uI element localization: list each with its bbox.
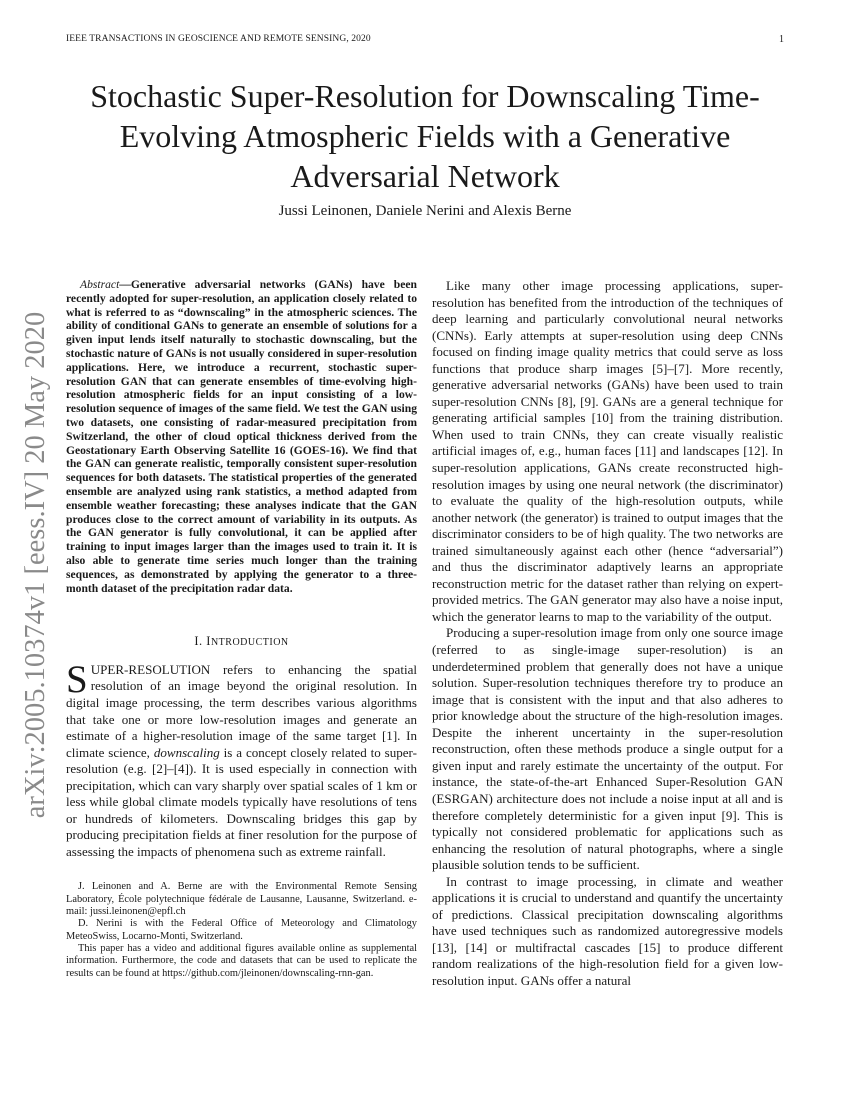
running-header: IEEE TRANSACTIONS IN GEOSCIENCE AND REMOTE SENSING, 2020 [66, 34, 371, 44]
drop-cap: S [66, 657, 88, 701]
section-name-initial: I [206, 634, 211, 649]
intro-emphasis: downscaling [153, 744, 220, 760]
section-name-rest: NTRODUCTION [210, 637, 289, 649]
intro-text-b: is a concept closely related to super-resolution (e.g. [2]–[4]). It is used especially in connection with precipitation, which can vary sharply over spatial scales of 1 km or less while global climate models typically have resolutions of tens or hundreds of kilometers. Downscaling bridges this gap by producing precipitation fields at finer resolution for the purpose of assessing the impacts of phenomena such as extreme rainfall. [66, 744, 417, 859]
paper-title: Stochastic Super-Resolution for Downscaling Time-Evolving Atmospheric Fields with a Generative Adversarial Network [90, 78, 760, 194]
intro-text-a: refers to enhancing the spatial resolution of an image beyond the original resolution. In digital image processing, the term describes various algorithms that take one or more low-resolution images and generate an estimate of a higher-resolution image of the same target [1]. In climate science, [66, 661, 417, 760]
arxiv-identifier: arXiv:2005.10374v1 [eess.IV] 20 May 2020 [20, 311, 51, 819]
author-list: Jussi Leinonen, Daniele Nerini and Alexis Berne [278, 203, 572, 219]
abstract-label: Abstract [80, 278, 120, 291]
body-paragraph: In contrast to image processing, in climate and weather applications it is crucial to understand and quantify the uncertainty of predictions. Classical precipitation downscaling algorithms have used techniques such as randomized autoregressive models [13], [14] or multifractal cascades [15] to produce different random realizations of the high-resolution field for a given low-resolution input. GANs offer a natural [432, 873, 783, 988]
intro-lead: UPER-RESOLUTION [90, 661, 211, 677]
body-paragraph: Producing a super-resolution image from only one source image (referred to as single-image super-resolution) is an underdetermined problem that generally does not have a unique solution. Super-resolution techniques therefore try to produce an image that is consistent with the input and that also adheres to prior knowledge about the structure of the high-resolution images. Despite the inherent uncertainty in the super-resolution reconstruction, often these methods produce a single output for a given input and rarely estimate the uncertainty of the output. For instance, the state-of-the-art Enhanced Super-Resolution GAN (ESRGAN) architecture does not include a noise input at all and is therefore completely deterministic for a given input [9]. This is typically not considered problematic for applications such as enhancing the resolution of natural photographs, where a single plausible solution tends to be sufficient. [432, 625, 783, 873]
footnote: D. Nerini is with the Federal Office of Meteorology and Climatology MeteoSwiss, Locarno-Monti, Switzerland. [66, 918, 417, 942]
section-number: I. [194, 634, 203, 649]
right-column [432, 278, 783, 990]
left-column [66, 278, 417, 980]
intro-paragraph [66, 657, 417, 861]
section-heading [66, 633, 417, 652]
arxiv-stamp [10, 282, 62, 848]
body-paragraph: Like many other image processing applications, super-resolution has benefited from the introduction of the techniques of deep learning and particularly convolutional neural networks (CNNs). Early attempts at super-resolution using deep CNNs focused on finding image quality metrics that could serve as loss functions that produce sharp images [5]–[7]. More recently, generative adversarial networks (GANs) have been used to train super-resolution CNNs [8], [9]. GANs are a general technique for generating artificial samples [10] from the training distribution. When used to train CNNs, they can create visually realistic artificial images of, e.g., human faces [11] and landscapes [12]. In super-resolution applications, GANs create reconstructed high-resolution images by using one neural network (the discriminator) to evaluate the quality of the high-resolution outputs, while another network (the generator) is trained to output images that the discriminator considers to be of high quality. The two networks are trained simultaneously against each other (hence “adversarial”) and thus the discriminator adaptively learns an appropriate reconstruction metric for the dataset rather than relying on expert-provided metrics. The GAN generator may also have a noise input, which the generator learns to map to the variability of the output. [432, 278, 783, 624]
footnote: J. Leinonen and A. Berne are with the Environmental Remote Sensing Laboratory, École polytechnique fédérale de Lausanne, Lausanne, Switzerland. e-mail: jussi.leinonen@epfl.ch [66, 881, 417, 918]
footnote: This paper has a video and additional figures available online as supplemental information. Furthermore, the code and datasets that can be used to replicate the results can be found at https://github.com/jleinonen/downscaling-rnn-gan. [66, 942, 417, 979]
footnotes [66, 881, 417, 979]
abstract-text: —Generative adversarial networks (GANs) have been recently adopted for super-resolution, an application closely related to what is referred to as “downscaling” in the atmospheric sciences. The ability of conditional GANs to generate an ensemble of solutions for a given input lends itself naturally to stochastic downscaling, but the stochastic nature of GANs is not usually considered in super-resolution applications. Here, we introduce a recurrent, stochastic super-resolution GAN that can generate ensembles of time-evolving high-resolution atmospheric fields for an input consisting of a low-resolution sequence of images of the same field. We test the GAN using two datasets, one consisting of radar-measured precipitation from Switzerland, the other of cloud optical thickness derived from the Geostationary Earth Observing Satellite 16 (GOES-16). We find that the GAN can generate realistic, temporally consistent super-resolution sequences for both datasets. The statistical properties of the generated ensemble are analyzed using rank statistics, a method adapted from ensemble weather forecasting; these analyses indicate that the GAN produces close to the correct amount of variability in its outputs. As the GAN generator is fully convolutional, it can be applied after training to input images larger than the images used to train it. It is also able to generate time series much longer than the training sequences, as demonstrated by applying the generator to a three-month dataset of the precipitation radar data. [66, 278, 417, 595]
abstract [66, 278, 417, 595]
page-number: 1 [779, 34, 784, 45]
